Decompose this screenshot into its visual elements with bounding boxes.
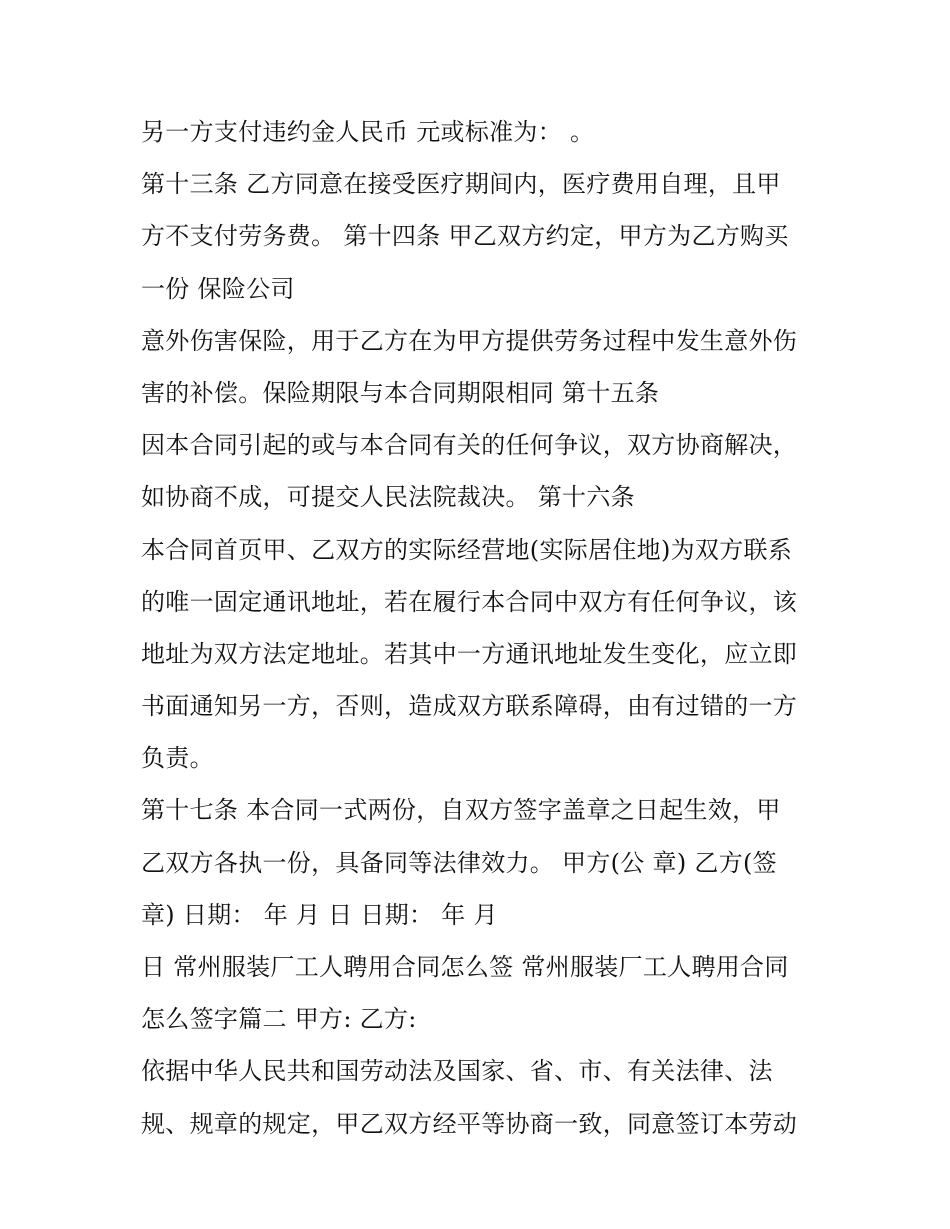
text-line: 另一方支付违约金人民币 元或标准为： 。 — [141, 118, 595, 146]
text-line: 负责。 — [141, 744, 214, 773]
text-line: 第十七条 本合同一式两份，自双方签字盖章之日起生效，甲 — [141, 796, 781, 825]
contract-text-body — [141, 106, 831, 1150]
text-line: 意外伤害保险，用于乙方在为甲方提供劳务过程中发生意外伤 — [141, 326, 798, 355]
text-line: 日 常州服装厂工人聘用合同怎么签 常州服装厂工人聘用合同 — [141, 953, 789, 981]
text-line: 因本合同引起的或与本合同有关的任何争议，双方协商解决， — [141, 431, 798, 460]
text-line: 第十三条 乙方同意在接受医疗期间内，医疗费用自理，且甲 — [141, 170, 781, 199]
text-line: 方不支付劳务费。 第十四条 甲乙双方约定，甲方为乙方购买 — [141, 222, 789, 251]
text-line: 规、规章的规定，甲乙双方经平等协商一致，同意签订本劳动 — [141, 1109, 798, 1138]
text-line: 的唯一固定通讯地址，若在履行本合同中双方有任何争议，该 — [141, 587, 798, 616]
text-line: 章) 日期： 年 月 日 日期： 年 月 — [141, 900, 498, 929]
text-line: 害的补偿。保险期限与本合同期限相同 第十五条 — [141, 378, 660, 407]
text-line: 怎么签字篇二 甲方: 乙方: — [141, 1005, 417, 1034]
text-line: 一份 保险公司 — [141, 274, 295, 303]
text-line: 地址为双方法定地址。若其中一方通讯地址发生变化，应立即 — [141, 639, 798, 668]
text-line: 书面通知另一方，否则，造成双方联系障碍，由有过错的一方 — [141, 692, 798, 721]
text-line: 乙双方各执一份，具备同等法律效力。 甲方(公 章) 乙方(签 — [141, 848, 777, 877]
text-line: 如协商不成，可提交人民法院裁决。 第十六条 — [141, 483, 635, 512]
text-line: 本合同首页甲、乙双方的实际经营地(实际居住地)为双方联系 — [141, 535, 793, 564]
text-line: 依据中华人民共和国劳动法及国家、省、市、有关法律、法 — [141, 1057, 773, 1086]
